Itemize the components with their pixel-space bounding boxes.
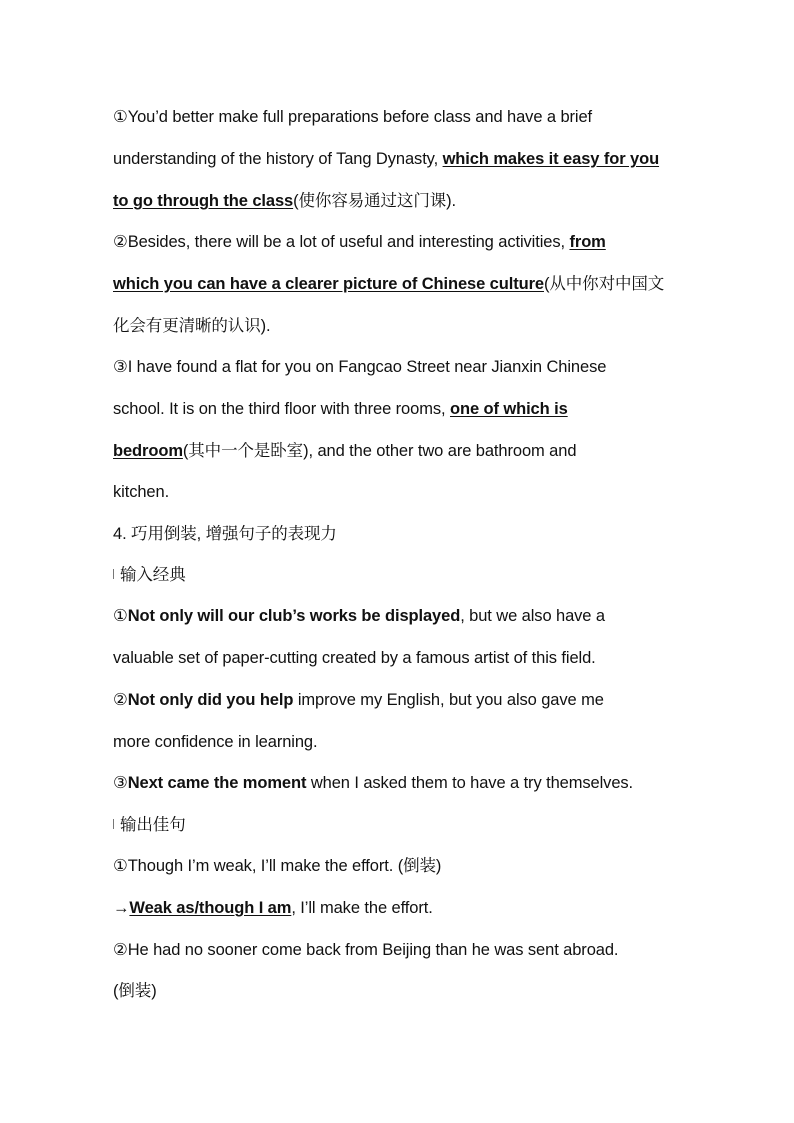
p5-line — [113, 731, 318, 753]
p1-line — [113, 148, 659, 170]
bold-phrase: Not only will our club’s works be displayed — [127, 607, 461, 625]
text-run: , I’ll make the effort. — [291, 899, 433, 917]
text-run: school. It is on the third floor with three rooms, — [113, 400, 450, 418]
p9-line — [113, 939, 618, 961]
text-run: ③ — [113, 774, 128, 792]
text-run: → — [113, 899, 130, 917]
p2-line — [113, 231, 606, 253]
p5-line — [113, 689, 604, 711]
p9-line — [113, 980, 157, 1002]
section-marker-icon — [113, 819, 117, 829]
text-run: (使你容易通过这门课). — [293, 192, 456, 210]
text-run: understanding of the history of Tang Dynasty, — [113, 150, 443, 168]
bold-phrase: Next came the moment — [127, 774, 307, 792]
text-run: ①Though I’m weak, I’ll make the effort. (倒装) — [113, 857, 442, 875]
underlined-phrase: one of which is — [449, 400, 568, 418]
text-run: 输出佳句 — [120, 816, 186, 834]
text-run: when I asked them to have a try themselves. — [306, 774, 634, 792]
heading-line — [113, 523, 337, 545]
text-run: ②He had no sooner come back from Beijing than he was sent abroad. — [113, 941, 619, 959]
underlined-phrase: bedroom — [113, 442, 183, 460]
section-marker-icon — [113, 569, 117, 579]
p3-line — [113, 398, 568, 420]
text-run: ③I have found a flat for you on Fangcao Street near Jianxin Chinese — [113, 358, 607, 376]
p1-line — [113, 106, 592, 128]
text-run: 4. 巧用倒装, 增强句子的表现力 — [113, 525, 337, 543]
p1-line — [113, 190, 456, 212]
text-run: improve my English, but you also gave me — [293, 691, 604, 709]
text-run: ② — [113, 691, 128, 709]
p4-line — [113, 647, 596, 669]
underlined-phrase: Weak as/though I am — [129, 899, 292, 917]
p7-line — [113, 855, 441, 877]
underlined-phrase: which makes it easy for you — [442, 150, 660, 168]
text-run: valuable set of paper-cutting created by a famous artist of this field. — [113, 649, 596, 667]
text-run: , but we also have a — [460, 607, 605, 625]
p3-line — [113, 440, 576, 462]
sub1-line — [113, 564, 186, 586]
p2-line — [113, 273, 664, 295]
text-run: (倒装) — [113, 982, 157, 1000]
p4-line — [113, 605, 605, 627]
text-run: kitchen. — [113, 483, 170, 501]
underlined-phrase: from — [569, 233, 606, 251]
text-run: (其中一个是卧室), and the other two are bathroom and — [182, 442, 577, 460]
bold-phrase: Not only did you help — [127, 691, 294, 709]
text-run: ① — [113, 607, 128, 625]
sub2-line — [113, 814, 186, 836]
p3-line — [113, 481, 169, 503]
underlined-phrase: to go through the class — [113, 192, 294, 210]
p8-line — [113, 897, 433, 919]
text-run: ②Besides, there will be a lot of useful and interesting activities, — [113, 233, 570, 251]
text-run: (从中你对中国文 — [543, 275, 665, 293]
p2-line — [113, 315, 270, 337]
p3-line — [113, 356, 606, 378]
underlined-phrase: which you can have a clearer picture of Chinese culture — [113, 275, 544, 293]
text-run: ①You’d better make full preparations before class and have a brief — [113, 108, 593, 126]
p6-line — [113, 772, 633, 794]
text-run: more confidence in learning. — [113, 733, 318, 751]
text-run: 输入经典 — [120, 566, 186, 584]
text-run: 化会有更清晰的认识). — [113, 317, 271, 335]
